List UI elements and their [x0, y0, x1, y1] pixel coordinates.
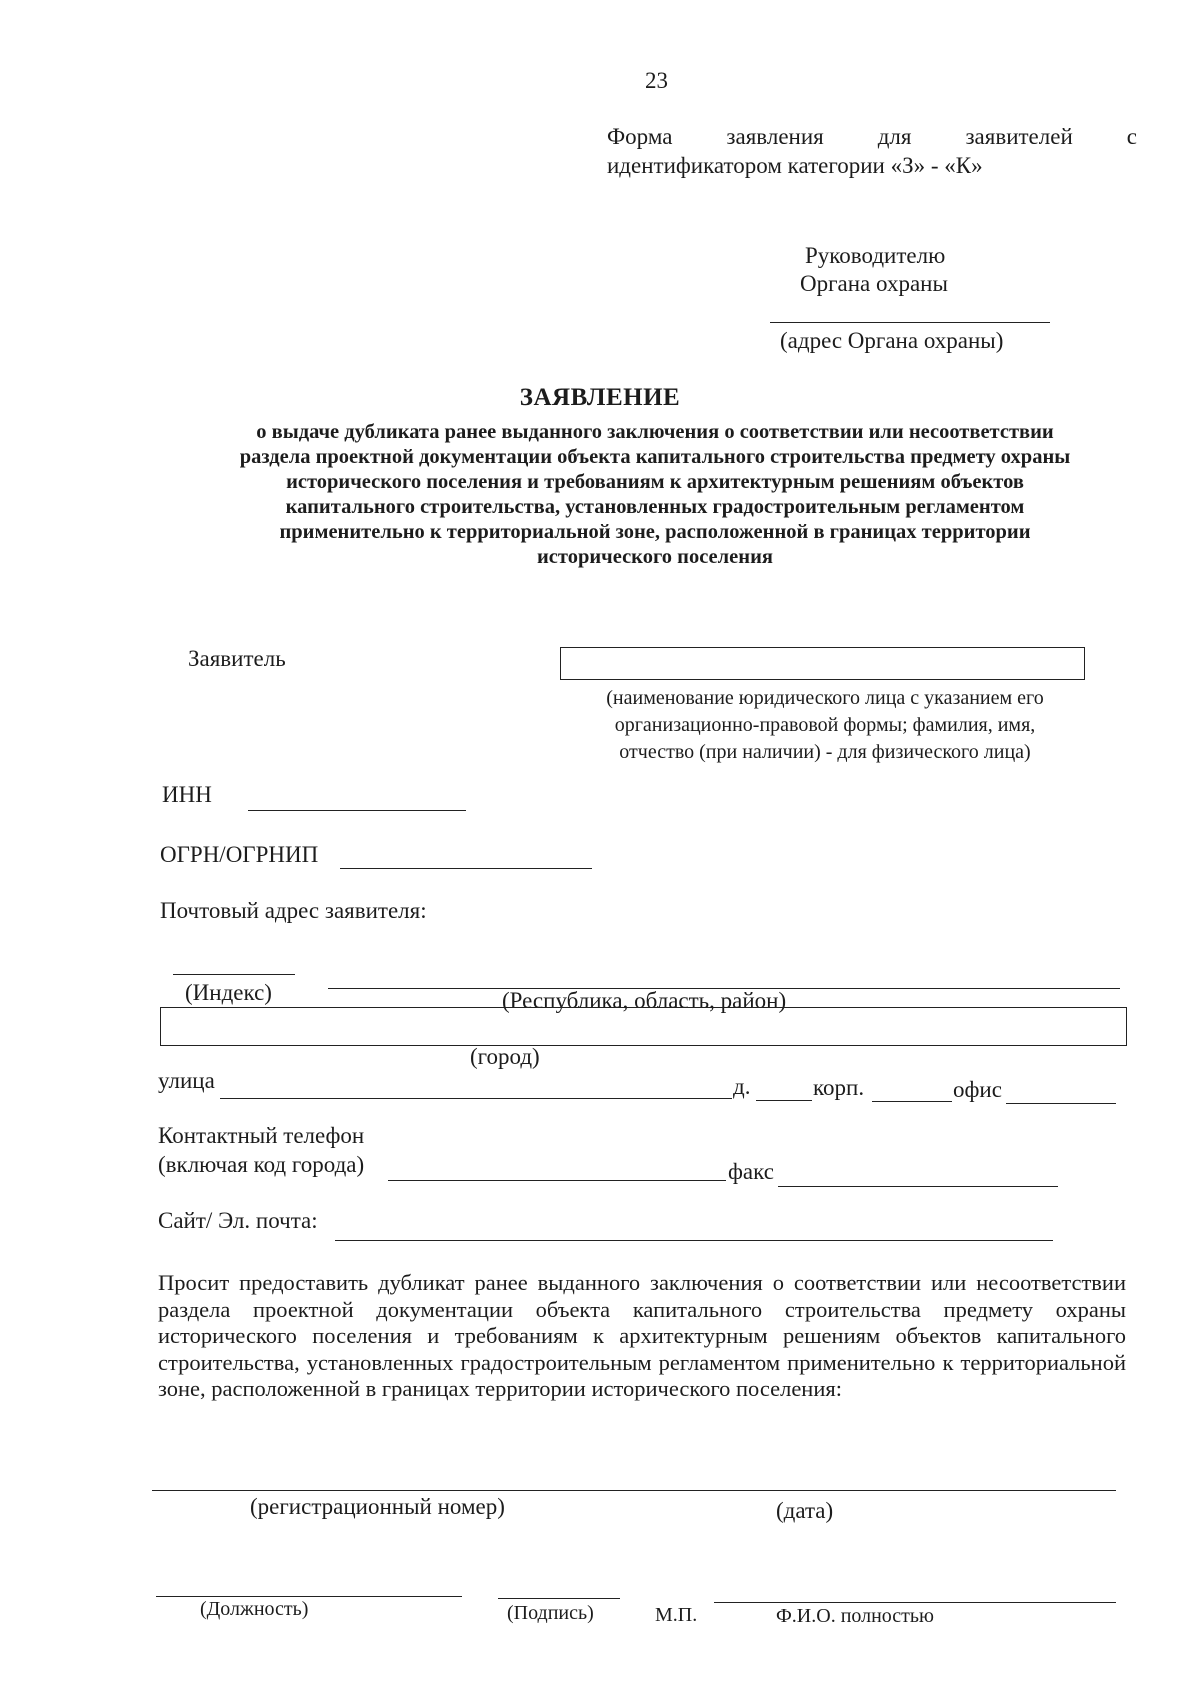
building-field[interactable]	[872, 1101, 952, 1102]
postal-city-field[interactable]	[160, 1007, 1127, 1046]
applicant-caption-line: отчество (при наличии) - для физического лица)	[619, 741, 1031, 763]
applicant-caption-line: (наименование юридического лица с указанием его	[606, 687, 1044, 709]
signature-field[interactable]	[498, 1598, 620, 1599]
postal-address-label: Почтовый адрес заявителя:	[160, 898, 427, 923]
building-label: корп.	[813, 1075, 865, 1100]
full-name-caption: Ф.И.О. полностью	[776, 1605, 934, 1627]
site-email-label: Сайт/ Эл. почта:	[158, 1208, 318, 1233]
subtitle-line: капитального строительства, установленных градостроительным регламентом	[285, 496, 1025, 518]
postal-index-caption: (Индекс)	[185, 980, 272, 1005]
form-note-word: заявления	[726, 124, 824, 149]
fax-label: факс	[728, 1159, 774, 1184]
street-field[interactable]	[220, 1098, 732, 1099]
addressee-address-caption: (адрес Органа охраны)	[780, 328, 1004, 353]
document-title: ЗАЯВЛЕНИЕ	[519, 384, 681, 411]
phone-label-line2: (включая код города)	[158, 1152, 365, 1177]
subtitle-line: о выдаче дубликата ранее выданного заключения о соответствии или несоответствии	[256, 421, 1054, 443]
fax-field[interactable]	[778, 1186, 1058, 1187]
applicant-name-field[interactable]	[560, 647, 1085, 680]
form-note-word: с	[1126, 124, 1137, 149]
street-label: улица	[158, 1068, 215, 1093]
subtitle-line: исторического поселения и требованиям к архитектурным решениям объектов	[286, 471, 1024, 493]
addressee-address-line[interactable]	[770, 322, 1050, 323]
office-label: офис	[953, 1077, 1002, 1102]
position-field[interactable]	[156, 1596, 462, 1597]
page-number: 23	[645, 68, 668, 93]
addressee-line1: Руководителю	[805, 243, 946, 268]
subtitle-line: применительно к территориальной зоне, расположенной в границах территории	[279, 521, 1031, 543]
postal-city-caption: (город)	[470, 1044, 540, 1069]
stamp-label: М.П.	[655, 1604, 698, 1626]
registration-number-caption: (регистрационный номер)	[250, 1494, 505, 1519]
request-text: Просит предоставить дубликат ранее выданного заключения о соответствии или несоответствии раздела проектной документации объекта капитального строительства предмету охраны исторического поселения и требованиям к архитектурным решениям объектов капитального строительства, установленных градостроительным регламентом применительно к территориальной зоне, расположенной в границах территории исторического поселения:	[158, 1270, 1126, 1401]
office-field[interactable]	[1006, 1103, 1116, 1104]
applicant-caption-line: организационно-правовой формы; фамилия, имя,	[614, 714, 1036, 736]
ogrn-field[interactable]	[340, 868, 592, 869]
subtitle-line: раздела проектной документации объекта капитального строительства предмету охраны	[239, 446, 1071, 468]
form-note-word: Форма	[607, 124, 673, 149]
postal-index-field[interactable]	[173, 974, 295, 975]
registration-field[interactable]	[152, 1490, 1116, 1491]
form-note-line1	[607, 124, 1137, 150]
form-note-line2: идентификатором категории «З» - «К»	[607, 153, 983, 178]
inn-field[interactable]	[248, 810, 466, 811]
subtitle-line: исторического поселения	[537, 546, 773, 568]
house-field[interactable]	[756, 1100, 812, 1101]
form-note-word: для	[877, 124, 912, 149]
registration-date-caption: (дата)	[776, 1498, 834, 1523]
full-name-field[interactable]	[714, 1602, 1116, 1603]
ogrn-label: ОГРН/ОГРНИП	[160, 842, 319, 867]
applicant-caption	[575, 685, 1075, 766]
site-email-field[interactable]	[335, 1240, 1053, 1241]
document-subtitle	[180, 420, 1130, 570]
phone-field[interactable]	[388, 1180, 726, 1181]
form-note-word: заявителей	[965, 124, 1073, 149]
house-label: д.	[733, 1074, 751, 1099]
position-caption: (Должность)	[200, 1598, 309, 1620]
postal-region-caption: (Республика, область, район)	[502, 988, 787, 1013]
phone-label-line1: Контактный телефон	[158, 1123, 365, 1148]
signature-caption: (Подпись)	[507, 1602, 594, 1624]
inn-label: ИНН	[162, 782, 212, 807]
applicant-label: Заявитель	[188, 646, 286, 671]
addressee-line2: Органа охраны	[800, 271, 948, 296]
